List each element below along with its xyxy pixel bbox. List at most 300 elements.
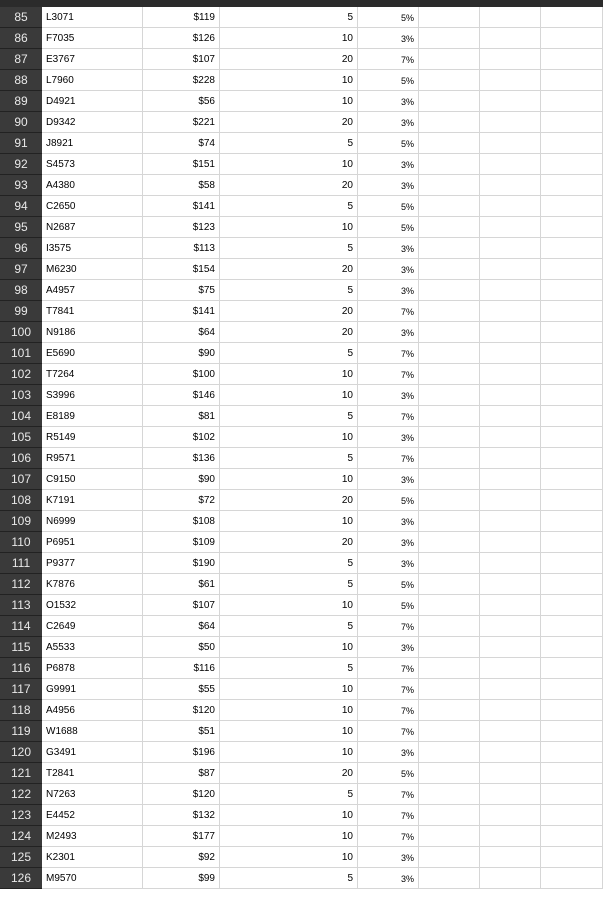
product-code-cell[interactable]: P6878 (42, 658, 143, 679)
row-number[interactable]: 120 (0, 742, 42, 763)
empty-cell[interactable] (419, 280, 480, 301)
product-code-cell[interactable]: T7264 (42, 364, 143, 385)
price-cell[interactable]: $136 (143, 448, 220, 469)
row-number[interactable]: 97 (0, 259, 42, 280)
quantity-cell[interactable]: 20 (220, 301, 358, 322)
empty-cell[interactable] (480, 427, 541, 448)
empty-cell[interactable] (541, 91, 603, 112)
rate-cell[interactable]: 3% (358, 469, 419, 490)
price-cell[interactable]: $119 (143, 7, 220, 28)
product-code-cell[interactable]: F7035 (42, 28, 143, 49)
row-number[interactable]: 89 (0, 91, 42, 112)
product-code-cell[interactable]: K2301 (42, 847, 143, 868)
price-cell[interactable]: $55 (143, 679, 220, 700)
empty-cell[interactable] (480, 763, 541, 784)
rate-cell[interactable]: 3% (358, 385, 419, 406)
rate-cell[interactable]: 7% (358, 679, 419, 700)
quantity-cell[interactable]: 10 (220, 511, 358, 532)
empty-cell[interactable] (480, 826, 541, 847)
product-code-cell[interactable]: L7960 (42, 70, 143, 91)
rate-cell[interactable]: 5% (358, 763, 419, 784)
empty-cell[interactable] (480, 805, 541, 826)
empty-cell[interactable] (541, 70, 603, 91)
empty-cell[interactable] (419, 259, 480, 280)
empty-cell[interactable] (480, 616, 541, 637)
row-number[interactable]: 125 (0, 847, 42, 868)
rate-cell[interactable]: 3% (358, 154, 419, 175)
row-number[interactable]: 118 (0, 700, 42, 721)
rate-cell[interactable]: 7% (358, 805, 419, 826)
empty-cell[interactable] (419, 805, 480, 826)
quantity-cell[interactable]: 5 (220, 868, 358, 889)
price-cell[interactable]: $108 (143, 511, 220, 532)
empty-cell[interactable] (541, 742, 603, 763)
empty-cell[interactable] (480, 49, 541, 70)
empty-cell[interactable] (541, 868, 603, 889)
price-cell[interactable]: $123 (143, 217, 220, 238)
quantity-cell[interactable]: 5 (220, 658, 358, 679)
quantity-cell[interactable]: 10 (220, 826, 358, 847)
rate-cell[interactable]: 3% (358, 280, 419, 301)
product-code-cell[interactable]: P6951 (42, 532, 143, 553)
quantity-cell[interactable]: 20 (220, 175, 358, 196)
empty-cell[interactable] (419, 448, 480, 469)
empty-cell[interactable] (480, 322, 541, 343)
price-cell[interactable]: $92 (143, 847, 220, 868)
quantity-cell[interactable]: 5 (220, 238, 358, 259)
empty-cell[interactable] (541, 385, 603, 406)
quantity-cell[interactable]: 10 (220, 847, 358, 868)
row-number[interactable]: 92 (0, 154, 42, 175)
empty-cell[interactable] (419, 637, 480, 658)
empty-cell[interactable] (480, 553, 541, 574)
empty-cell[interactable] (480, 28, 541, 49)
empty-cell[interactable] (419, 763, 480, 784)
price-cell[interactable]: $72 (143, 490, 220, 511)
row-number[interactable]: 99 (0, 301, 42, 322)
product-code-cell[interactable]: A5533 (42, 637, 143, 658)
empty-cell[interactable] (541, 49, 603, 70)
price-cell[interactable]: $81 (143, 406, 220, 427)
empty-cell[interactable] (480, 280, 541, 301)
empty-cell[interactable] (541, 238, 603, 259)
empty-cell[interactable] (541, 154, 603, 175)
price-cell[interactable]: $190 (143, 553, 220, 574)
empty-cell[interactable] (541, 469, 603, 490)
price-cell[interactable]: $107 (143, 49, 220, 70)
empty-cell[interactable] (541, 532, 603, 553)
rate-cell[interactable]: 3% (358, 112, 419, 133)
quantity-cell[interactable]: 20 (220, 49, 358, 70)
row-number[interactable]: 126 (0, 868, 42, 889)
price-cell[interactable]: $75 (143, 280, 220, 301)
price-cell[interactable]: $64 (143, 322, 220, 343)
empty-cell[interactable] (541, 805, 603, 826)
price-cell[interactable]: $90 (143, 343, 220, 364)
empty-cell[interactable] (419, 406, 480, 427)
empty-cell[interactable] (480, 448, 541, 469)
product-code-cell[interactable]: E8189 (42, 406, 143, 427)
empty-cell[interactable] (541, 616, 603, 637)
rate-cell[interactable]: 3% (358, 259, 419, 280)
empty-cell[interactable] (480, 742, 541, 763)
rate-cell[interactable]: 7% (358, 343, 419, 364)
price-cell[interactable]: $102 (143, 427, 220, 448)
empty-cell[interactable] (480, 490, 541, 511)
row-number[interactable]: 112 (0, 574, 42, 595)
price-cell[interactable]: $141 (143, 301, 220, 322)
empty-cell[interactable] (480, 658, 541, 679)
product-code-cell[interactable]: E5690 (42, 343, 143, 364)
product-code-cell[interactable]: A4956 (42, 700, 143, 721)
price-cell[interactable]: $99 (143, 868, 220, 889)
empty-cell[interactable] (419, 784, 480, 805)
quantity-cell[interactable]: 5 (220, 196, 358, 217)
empty-cell[interactable] (419, 301, 480, 322)
rate-cell[interactable]: 3% (358, 175, 419, 196)
empty-cell[interactable] (419, 553, 480, 574)
row-number[interactable]: 110 (0, 532, 42, 553)
row-number[interactable]: 119 (0, 721, 42, 742)
product-code-cell[interactable]: C2650 (42, 196, 143, 217)
row-number[interactable]: 122 (0, 784, 42, 805)
price-cell[interactable]: $120 (143, 700, 220, 721)
price-cell[interactable]: $141 (143, 196, 220, 217)
price-cell[interactable]: $113 (143, 238, 220, 259)
quantity-cell[interactable]: 20 (220, 112, 358, 133)
empty-cell[interactable] (541, 427, 603, 448)
rate-cell[interactable]: 7% (358, 406, 419, 427)
row-number[interactable]: 107 (0, 469, 42, 490)
row-number[interactable]: 117 (0, 679, 42, 700)
product-code-cell[interactable]: J8921 (42, 133, 143, 154)
quantity-cell[interactable]: 20 (220, 322, 358, 343)
row-number[interactable]: 123 (0, 805, 42, 826)
empty-cell[interactable] (541, 826, 603, 847)
rate-cell[interactable]: 7% (358, 301, 419, 322)
product-code-cell[interactable]: G9991 (42, 679, 143, 700)
price-cell[interactable]: $90 (143, 469, 220, 490)
empty-cell[interactable] (419, 28, 480, 49)
empty-cell[interactable] (480, 7, 541, 28)
empty-cell[interactable] (480, 91, 541, 112)
row-number[interactable]: 116 (0, 658, 42, 679)
product-code-cell[interactable]: M9570 (42, 868, 143, 889)
rate-cell[interactable]: 5% (358, 217, 419, 238)
rate-cell[interactable]: 3% (358, 868, 419, 889)
rate-cell[interactable]: 3% (358, 427, 419, 448)
rate-cell[interactable]: 3% (358, 637, 419, 658)
price-cell[interactable]: $221 (143, 112, 220, 133)
empty-cell[interactable] (480, 238, 541, 259)
empty-cell[interactable] (419, 49, 480, 70)
empty-cell[interactable] (419, 511, 480, 532)
empty-cell[interactable] (541, 700, 603, 721)
rate-cell[interactable]: 5% (358, 490, 419, 511)
product-code-cell[interactable]: N9186 (42, 322, 143, 343)
empty-cell[interactable] (541, 133, 603, 154)
empty-cell[interactable] (480, 196, 541, 217)
quantity-cell[interactable]: 10 (220, 637, 358, 658)
empty-cell[interactable] (419, 7, 480, 28)
quantity-cell[interactable]: 5 (220, 784, 358, 805)
product-code-cell[interactable]: G3491 (42, 742, 143, 763)
empty-cell[interactable] (419, 385, 480, 406)
empty-cell[interactable] (541, 343, 603, 364)
row-number[interactable]: 108 (0, 490, 42, 511)
rate-cell[interactable]: 7% (358, 448, 419, 469)
empty-cell[interactable] (419, 721, 480, 742)
price-cell[interactable]: $56 (143, 91, 220, 112)
empty-cell[interactable] (480, 847, 541, 868)
empty-cell[interactable] (541, 679, 603, 700)
rate-cell[interactable]: 3% (358, 91, 419, 112)
row-number[interactable]: 111 (0, 553, 42, 574)
empty-cell[interactable] (419, 490, 480, 511)
row-number[interactable]: 96 (0, 238, 42, 259)
price-cell[interactable]: $154 (143, 259, 220, 280)
product-code-cell[interactable]: O1532 (42, 595, 143, 616)
row-number[interactable]: 94 (0, 196, 42, 217)
empty-cell[interactable] (541, 553, 603, 574)
product-code-cell[interactable]: S4573 (42, 154, 143, 175)
row-number[interactable]: 91 (0, 133, 42, 154)
rate-cell[interactable]: 7% (358, 616, 419, 637)
empty-cell[interactable] (419, 322, 480, 343)
empty-cell[interactable] (419, 343, 480, 364)
price-cell[interactable]: $151 (143, 154, 220, 175)
row-number[interactable]: 93 (0, 175, 42, 196)
empty-cell[interactable] (419, 595, 480, 616)
product-code-cell[interactable]: K7876 (42, 574, 143, 595)
empty-cell[interactable] (480, 721, 541, 742)
quantity-cell[interactable]: 10 (220, 679, 358, 700)
empty-cell[interactable] (419, 91, 480, 112)
empty-cell[interactable] (480, 700, 541, 721)
rate-cell[interactable]: 7% (358, 49, 419, 70)
empty-cell[interactable] (480, 385, 541, 406)
empty-cell[interactable] (419, 616, 480, 637)
empty-cell[interactable] (419, 154, 480, 175)
empty-cell[interactable] (541, 721, 603, 742)
empty-cell[interactable] (480, 217, 541, 238)
row-number[interactable]: 121 (0, 763, 42, 784)
empty-cell[interactable] (541, 280, 603, 301)
empty-cell[interactable] (419, 532, 480, 553)
row-number[interactable]: 113 (0, 595, 42, 616)
price-cell[interactable]: $109 (143, 532, 220, 553)
price-cell[interactable]: $64 (143, 616, 220, 637)
empty-cell[interactable] (541, 595, 603, 616)
quantity-cell[interactable]: 10 (220, 805, 358, 826)
empty-cell[interactable] (419, 826, 480, 847)
rate-cell[interactable]: 5% (358, 595, 419, 616)
row-number[interactable]: 95 (0, 217, 42, 238)
price-cell[interactable]: $177 (143, 826, 220, 847)
empty-cell[interactable] (480, 364, 541, 385)
row-number[interactable]: 106 (0, 448, 42, 469)
product-code-cell[interactable]: T7841 (42, 301, 143, 322)
product-code-cell[interactable]: P9377 (42, 553, 143, 574)
quantity-cell[interactable]: 5 (220, 448, 358, 469)
product-code-cell[interactable]: D9342 (42, 112, 143, 133)
rate-cell[interactable]: 5% (358, 133, 419, 154)
product-code-cell[interactable]: W1688 (42, 721, 143, 742)
empty-cell[interactable] (480, 70, 541, 91)
price-cell[interactable]: $74 (143, 133, 220, 154)
rate-cell[interactable]: 3% (358, 847, 419, 868)
empty-cell[interactable] (419, 679, 480, 700)
empty-cell[interactable] (419, 847, 480, 868)
product-code-cell[interactable]: M6230 (42, 259, 143, 280)
row-number[interactable]: 124 (0, 826, 42, 847)
empty-cell[interactable] (541, 637, 603, 658)
product-code-cell[interactable]: K7191 (42, 490, 143, 511)
quantity-cell[interactable]: 5 (220, 406, 358, 427)
price-cell[interactable]: $228 (143, 70, 220, 91)
empty-cell[interactable] (541, 259, 603, 280)
rate-cell[interactable]: 3% (358, 28, 419, 49)
price-cell[interactable]: $116 (143, 658, 220, 679)
empty-cell[interactable] (419, 238, 480, 259)
product-code-cell[interactable]: C2649 (42, 616, 143, 637)
rate-cell[interactable]: 7% (358, 784, 419, 805)
quantity-cell[interactable]: 10 (220, 700, 358, 721)
quantity-cell[interactable]: 10 (220, 217, 358, 238)
empty-cell[interactable] (419, 658, 480, 679)
empty-cell[interactable] (480, 532, 541, 553)
empty-cell[interactable] (541, 658, 603, 679)
empty-cell[interactable] (419, 196, 480, 217)
row-number[interactable]: 100 (0, 322, 42, 343)
empty-cell[interactable] (541, 301, 603, 322)
product-code-cell[interactable]: N2687 (42, 217, 143, 238)
quantity-cell[interactable]: 10 (220, 91, 358, 112)
empty-cell[interactable] (480, 574, 541, 595)
empty-cell[interactable] (541, 511, 603, 532)
row-number[interactable]: 105 (0, 427, 42, 448)
empty-cell[interactable] (541, 112, 603, 133)
empty-cell[interactable] (541, 28, 603, 49)
empty-cell[interactable] (541, 490, 603, 511)
empty-cell[interactable] (541, 448, 603, 469)
quantity-cell[interactable]: 10 (220, 427, 358, 448)
product-code-cell[interactable]: N7263 (42, 784, 143, 805)
rate-cell[interactable]: 3% (358, 511, 419, 532)
product-code-cell[interactable]: D4921 (42, 91, 143, 112)
product-code-cell[interactable]: T2841 (42, 763, 143, 784)
row-number[interactable]: 85 (0, 7, 42, 28)
row-number[interactable]: 87 (0, 49, 42, 70)
empty-cell[interactable] (419, 427, 480, 448)
empty-cell[interactable] (480, 469, 541, 490)
empty-cell[interactable] (480, 343, 541, 364)
empty-cell[interactable] (419, 742, 480, 763)
rate-cell[interactable]: 3% (358, 742, 419, 763)
row-number[interactable]: 88 (0, 70, 42, 91)
price-cell[interactable]: $61 (143, 574, 220, 595)
empty-cell[interactable] (480, 154, 541, 175)
product-code-cell[interactable]: M2493 (42, 826, 143, 847)
empty-cell[interactable] (480, 259, 541, 280)
row-number[interactable]: 109 (0, 511, 42, 532)
empty-cell[interactable] (419, 217, 480, 238)
quantity-cell[interactable]: 10 (220, 385, 358, 406)
row-number[interactable]: 104 (0, 406, 42, 427)
row-number[interactable]: 101 (0, 343, 42, 364)
price-cell[interactable]: $132 (143, 805, 220, 826)
product-code-cell[interactable]: R5149 (42, 427, 143, 448)
quantity-cell[interactable]: 5 (220, 553, 358, 574)
quantity-cell[interactable]: 10 (220, 469, 358, 490)
empty-cell[interactable] (419, 112, 480, 133)
empty-cell[interactable] (419, 133, 480, 154)
price-cell[interactable]: $120 (143, 784, 220, 805)
rate-cell[interactable]: 7% (358, 700, 419, 721)
rate-cell[interactable]: 5% (358, 196, 419, 217)
empty-cell[interactable] (541, 196, 603, 217)
empty-cell[interactable] (480, 133, 541, 154)
empty-cell[interactable] (541, 175, 603, 196)
price-cell[interactable]: $126 (143, 28, 220, 49)
row-number[interactable]: 114 (0, 616, 42, 637)
product-code-cell[interactable]: E3767 (42, 49, 143, 70)
quantity-cell[interactable]: 10 (220, 595, 358, 616)
row-number[interactable]: 98 (0, 280, 42, 301)
empty-cell[interactable] (419, 574, 480, 595)
price-cell[interactable]: $50 (143, 637, 220, 658)
rate-cell[interactable]: 7% (358, 826, 419, 847)
empty-cell[interactable] (419, 868, 480, 889)
quantity-cell[interactable]: 10 (220, 721, 358, 742)
price-cell[interactable]: $58 (143, 175, 220, 196)
empty-cell[interactable] (480, 175, 541, 196)
product-code-cell[interactable]: A4380 (42, 175, 143, 196)
rate-cell[interactable]: 5% (358, 70, 419, 91)
empty-cell[interactable] (480, 301, 541, 322)
row-number[interactable]: 90 (0, 112, 42, 133)
empty-cell[interactable] (541, 406, 603, 427)
row-number[interactable]: 115 (0, 637, 42, 658)
rate-cell[interactable]: 7% (358, 658, 419, 679)
rate-cell[interactable]: 7% (358, 721, 419, 742)
product-code-cell[interactable]: I3575 (42, 238, 143, 259)
rate-cell[interactable]: 7% (358, 364, 419, 385)
quantity-cell[interactable]: 5 (220, 7, 358, 28)
quantity-cell[interactable]: 10 (220, 742, 358, 763)
rate-cell[interactable]: 3% (358, 553, 419, 574)
product-code-cell[interactable]: C9150 (42, 469, 143, 490)
quantity-cell[interactable]: 5 (220, 280, 358, 301)
quantity-cell[interactable]: 20 (220, 532, 358, 553)
empty-cell[interactable] (480, 868, 541, 889)
quantity-cell[interactable]: 10 (220, 364, 358, 385)
empty-cell[interactable] (541, 763, 603, 784)
empty-cell[interactable] (480, 511, 541, 532)
price-cell[interactable]: $51 (143, 721, 220, 742)
rate-cell[interactable]: 3% (358, 532, 419, 553)
product-code-cell[interactable]: N6999 (42, 511, 143, 532)
rate-cell[interactable]: 5% (358, 574, 419, 595)
product-code-cell[interactable]: S3996 (42, 385, 143, 406)
quantity-cell[interactable]: 10 (220, 70, 358, 91)
price-cell[interactable]: $87 (143, 763, 220, 784)
product-code-cell[interactable]: R9571 (42, 448, 143, 469)
product-code-cell[interactable]: E4452 (42, 805, 143, 826)
empty-cell[interactable] (541, 217, 603, 238)
price-cell[interactable]: $146 (143, 385, 220, 406)
empty-cell[interactable] (480, 595, 541, 616)
